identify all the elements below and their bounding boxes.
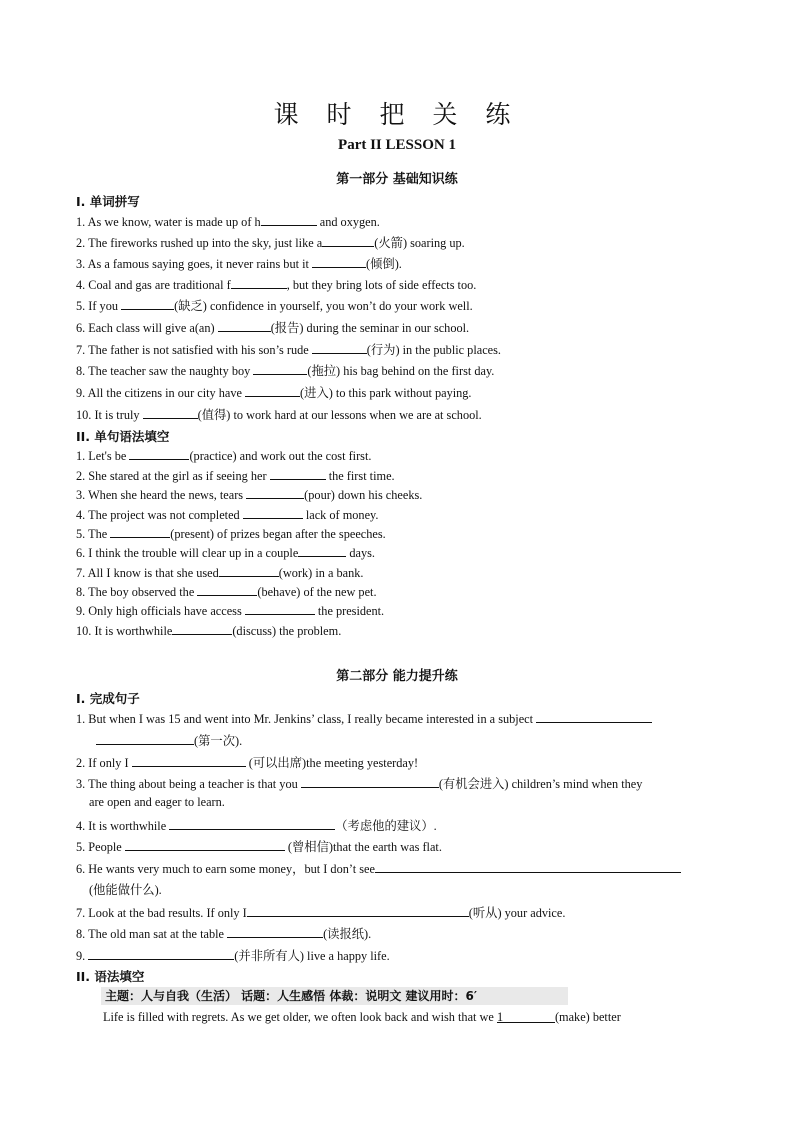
part1-heading: 第一部分 基础知识练 bbox=[336, 172, 458, 187]
answer-blank[interactable] bbox=[312, 341, 367, 354]
grammar-item-10: 10. It is worthwhile (discuss) the problem. bbox=[76, 624, 342, 638]
answer-blank[interactable] bbox=[375, 860, 681, 873]
spelling-item-8: 8. The teacher saw the naughty boy (拖拉) his bag behind on the first day. bbox=[76, 364, 495, 378]
answer-blank[interactable] bbox=[497, 1010, 555, 1023]
answer-blank[interactable] bbox=[218, 319, 271, 332]
spelling-item-6: 6. Each class will give a(an) (报告) during the seminar in our school. bbox=[76, 321, 470, 335]
passage-info-bar: 主题：人与自我（生活） 话题：人生感悟 体裁：说明文 建议用时：6′ bbox=[101, 987, 568, 1005]
answer-blank[interactable] bbox=[129, 447, 189, 460]
answer-blank[interactable] bbox=[253, 362, 307, 375]
sentence-item-6-cont: (他能做什么). bbox=[89, 883, 162, 897]
answer-blank[interactable] bbox=[172, 622, 232, 635]
answer-blank[interactable] bbox=[322, 234, 374, 247]
answer-blank[interactable] bbox=[243, 506, 303, 519]
spelling-item-7: 7. The father is not satisfied with his son’s rude (行为) in the public places. bbox=[76, 343, 501, 357]
spelling-section-heading: I. 单词拼写 bbox=[76, 194, 140, 209]
answer-blank[interactable] bbox=[312, 255, 366, 268]
sentence-item-9: 9. (并非所有人) live a happy life. bbox=[76, 949, 390, 963]
answer-blank[interactable] bbox=[125, 838, 285, 851]
answer-blank[interactable] bbox=[88, 947, 234, 960]
answer-blank[interactable] bbox=[121, 297, 174, 310]
answer-blank[interactable] bbox=[227, 925, 323, 938]
answer-blank[interactable] bbox=[197, 583, 257, 596]
answer-blank[interactable] bbox=[247, 904, 469, 917]
sentence-item-5: 5. People (曾相信)that the earth was flat. bbox=[76, 840, 442, 854]
blank-number: 1 bbox=[496, 1010, 504, 1024]
cloze-section-heading: II. 语法填空 bbox=[76, 969, 145, 984]
grammar-item-2: 2. She stared at the girl as if seeing her the first time. bbox=[76, 469, 395, 483]
page-title: 课 时 把 关 练 bbox=[273, 100, 521, 129]
sentence-item-3-cont: are open and eager to learn. bbox=[89, 795, 225, 809]
grammar-item-3: 3. When she heard the news, tears (pour) down his cheeks. bbox=[76, 488, 423, 502]
grammar-item-9: 9. Only high officials have access the president. bbox=[76, 604, 385, 618]
spelling-item-5: 5. If you (缺乏) confidence in yourself, you won’t do your work well. bbox=[76, 299, 473, 313]
grammar-item-7: 7. All I know is that she used (work) in a bank. bbox=[76, 566, 364, 580]
spelling-item-9: 9. All the citizens in our city have (进入) to this park without paying. bbox=[76, 386, 472, 400]
sentence-item-3: 3. The thing about being a teacher is that you (有机会进入) children’s mind when they bbox=[76, 777, 643, 791]
spelling-item-2: 2. The fireworks rushed up into the sky, just like a (火箭) soaring up. bbox=[76, 236, 465, 250]
sentence-item-4: 4. It is worthwhile （考虑他的建议）. bbox=[76, 819, 437, 833]
sentence-item-1-cont: (第一次). bbox=[96, 731, 242, 749]
answer-blank[interactable] bbox=[245, 602, 315, 615]
answer-blank[interactable] bbox=[132, 754, 246, 767]
sentence-item-1: 1. But when I was 15 and went into Mr. Jenkins’ class, I really became interested in a subject bbox=[76, 710, 652, 727]
answer-blank[interactable] bbox=[245, 384, 300, 397]
answer-blank[interactable] bbox=[96, 732, 194, 745]
sentence-item-8: 8. The old man sat at the table (读报纸). bbox=[76, 927, 372, 941]
answer-blank[interactable] bbox=[231, 276, 287, 289]
answer-blank[interactable] bbox=[246, 486, 304, 499]
spelling-item-3: 3. As a famous saying goes, it never rains but it (倾倒). bbox=[76, 257, 402, 271]
grammar-item-8: 8. The boy observed the (behave) of the new pet. bbox=[76, 585, 377, 599]
grammar-item-1: 1. Let's be (practice) and work out the cost first. bbox=[76, 449, 372, 463]
answer-blank[interactable] bbox=[270, 467, 326, 480]
answer-blank[interactable] bbox=[301, 775, 439, 788]
spelling-item-4: 4. Coal and gas are traditional f , but they bring lots of side effects too. bbox=[76, 278, 477, 292]
answer-blank[interactable] bbox=[110, 525, 170, 538]
sentence-item-7: 7. Look at the bad results. If only I (听从) your advice. bbox=[76, 906, 566, 920]
answer-blank[interactable] bbox=[298, 544, 346, 557]
grammar-item-6: 6. I think the trouble will clear up in a couple days. bbox=[76, 546, 376, 560]
passage-first-line: Life is filled with regrets. As we get older, we often look back and wish that we 1 (make) better bbox=[103, 1010, 621, 1024]
grammar-section-heading: II. 单句语法填空 bbox=[76, 429, 170, 444]
answer-blank[interactable] bbox=[219, 564, 279, 577]
answer-blank[interactable] bbox=[536, 710, 652, 723]
spelling-item-10: 10. It is truly (值得) to work hard at our lessons when we are at school. bbox=[76, 408, 482, 422]
spelling-item-1: 1. As we know, water is made up of h and oxygen. bbox=[76, 215, 380, 229]
lesson-subtitle: Part II LESSON 1 bbox=[338, 137, 456, 153]
part2-heading: 第二部分 能力提升练 bbox=[336, 669, 458, 684]
complete-sentences-heading: I. 完成句子 bbox=[76, 691, 140, 706]
sentence-item-6: 6. He wants very much to earn some money，but I don’t see bbox=[76, 859, 681, 877]
sentence-item-2: 2. If only I (可以出席)the meeting yesterday! bbox=[76, 756, 419, 770]
answer-blank[interactable] bbox=[169, 817, 335, 830]
grammar-item-4: 4. The project was not completed lack of money. bbox=[76, 508, 379, 522]
answer-blank[interactable] bbox=[261, 213, 317, 226]
answer-blank[interactable] bbox=[143, 406, 198, 419]
grammar-item-5: 5. The (present) of prizes began after the speeches. bbox=[76, 527, 386, 541]
